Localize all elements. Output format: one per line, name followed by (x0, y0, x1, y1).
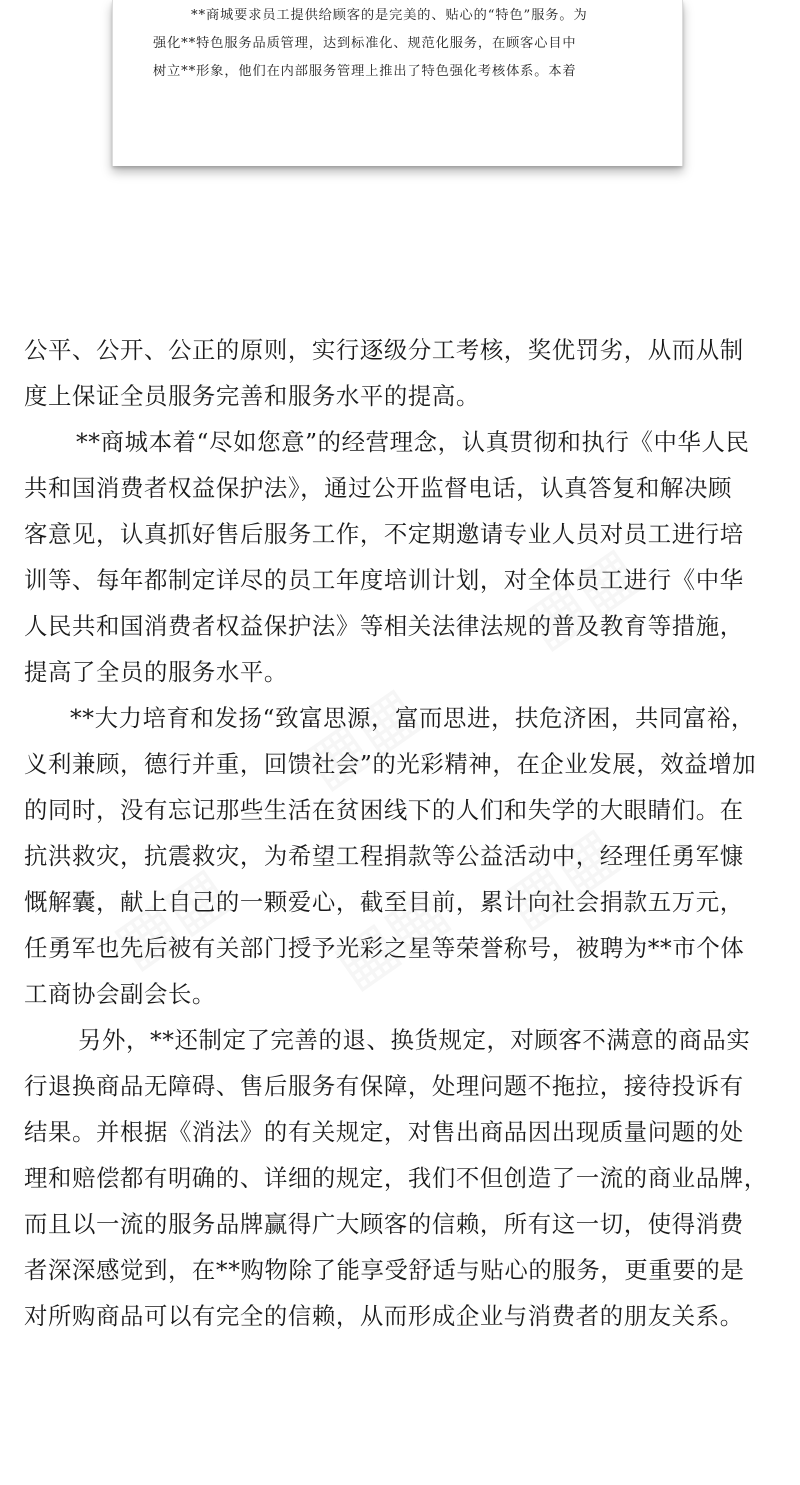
paragraph-4 (24, 1017, 780, 1339)
text-line: 工商协会副会长。 (24, 980, 216, 1008)
text-line: 任勇军也先后被有关部门授予光彩之星等荣誉称号，被聘为**市个体 (24, 934, 745, 962)
text-line: 结果。并根据《消法》的有关规定，对售出商品因出现质量问题的处 (24, 1118, 744, 1146)
text-line: 对所购商品可以有完全的信赖，从而形成企业与消费者的朋友关系。 (24, 1302, 744, 1330)
preview-line: **商城要求员工提供给顾客的是完美的、贴心的“特色”服务。为 (191, 8, 588, 23)
text-line: **商城本着“尽如您意”的经营理念，认真贯彻和执行《中华人民 (76, 428, 750, 456)
text-line: 客意见，认真抓好售后服务工作，不定期邀请专业人员对员工进行培 (24, 520, 744, 548)
text-line: 的同时，没有忘记那些生活在贫困线下的人们和失学的大眼睛们。在 (24, 796, 744, 824)
text-line: 度上保证全员服务完善和服务水平的提高。 (24, 382, 480, 410)
document-preview-card (112, 0, 683, 166)
text-line: 抗洪救灾，抗震救灾，为希望工程捐款等公益活动中，经理任勇军慷 (24, 842, 744, 870)
text-line: 慨解囊，献上自己的一颗爱心，截至目前，累计向社会捐款五万元， (24, 888, 744, 916)
text-line: 而且以一流的服务品牌赢得广大顾客的信赖，所有这一切，使得消费 (24, 1210, 744, 1238)
text-line: 人民共和国消费者权益保护法》等相关法律法规的普及教育等措施， (24, 612, 744, 640)
paragraph-3 (24, 695, 780, 1017)
paragraph-1 (24, 327, 780, 419)
text-line: 者深深感觉到，在**购物除了能享受舒适与贴心的服务，更重要的是 (24, 1256, 745, 1284)
article-body (24, 327, 780, 1339)
preview-line: 强化**特色服务品质管理，达到标准化、规范化服务，在顾客心目中 (153, 36, 577, 51)
text-line: 训等、每年都制定详尽的员工年度培训计划，对全体员工进行《中华 (24, 566, 744, 594)
text-line: 义利兼顾，德行并重，回馈社会”的光彩精神，在企业发展，效益增加 (24, 750, 757, 778)
preview-line: 树立**形象，他们在内部服务管理上推出了特色强化考核体系。本着 (153, 64, 577, 79)
text-line: 行退换商品无障碍、售后服务有保障，处理问题不拖拉，接待投诉有 (24, 1072, 744, 1100)
paragraph-2 (24, 419, 780, 695)
text-line: 理和赔偿都有明确的、详细的规定，我们不但创造了一流的商业品牌， (24, 1164, 768, 1192)
text-line: **大力培育和发扬“致富思源，富而思进，扶危济困，共同富裕， (70, 704, 755, 732)
text-line: 共和国消费者权益保护法》，通过公开监督电话，认真答复和解决顾 (24, 474, 733, 502)
text-line: 提高了全员的服务水平。 (24, 658, 288, 686)
text-line: 另外，**还制定了完善的退、换货规定，对顾客不满意的商品实 (78, 1026, 751, 1054)
text-line: 公平、公开、公正的原则，实行逐级分工考核，奖优罚劣，从而从制 (24, 336, 744, 364)
